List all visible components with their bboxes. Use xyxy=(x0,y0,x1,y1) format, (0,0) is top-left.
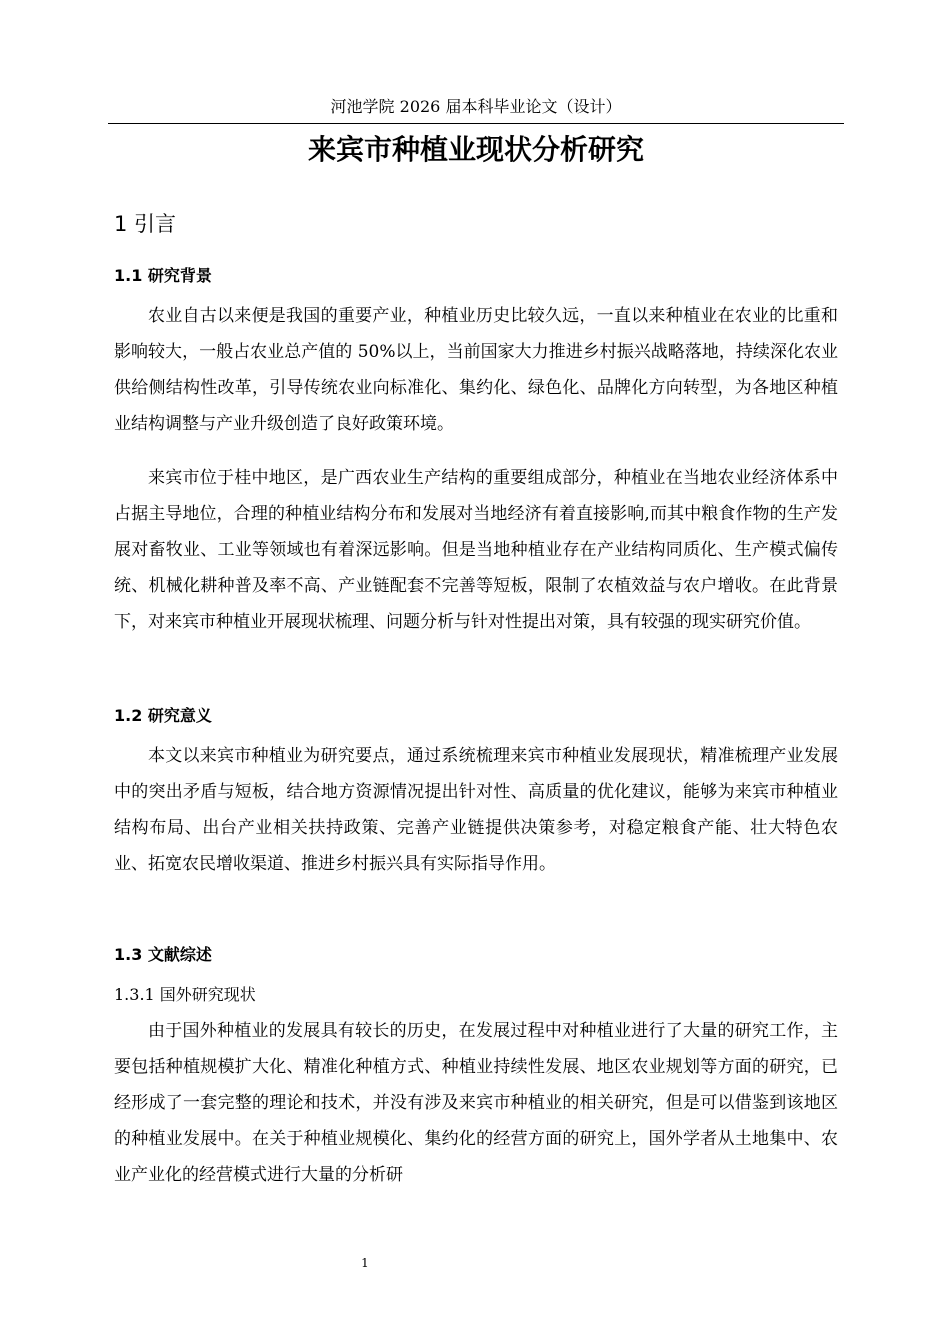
page-number: 1 xyxy=(361,1256,369,1270)
section-heading-1-1: 1.1 研究背景 xyxy=(114,266,212,285)
paragraph-foreign-research: 由于国外种植业的发展具有较长的历史，在发展过程中对种植业进行了大量的研究工作，主要包括种植规模扩大化、精准化种植方式、种植业持续性发展、地区农业规划等方面的研究，已经形成了一套完整的理论和技术，并没有涉及来宾市种植业的相关研究，但是可以借鉴到该地区的种植业发展中。在关于种植业规模化、集约化的经营方面的研究上，国外学者从土地集中、农业产业化的经营模式进行大量的分析研 xyxy=(114,1021,838,1185)
section-heading-1: 1 引言 xyxy=(114,212,177,236)
section-heading-1-3: 1.3 文献综述 xyxy=(114,945,212,964)
header-rule xyxy=(108,123,844,124)
paragraph-background-1: 农业自古以来便是我国的重要产业，种植业历史比较久远，一直以来种植业在农业的比重和影响较大，一般占农业总产值的 50%以上，当前国家大力推进乡村振兴战略落地，持续深化农业供给侧结构性改革，引导传统农业向标准化、集约化、绿色化、品牌化方向转型，为各地区种植业结构调整与产业升级创造了良好政策环境。 xyxy=(114,306,838,434)
paragraph-background-2: 来宾市位于桂中地区，是广西农业生产结构的重要组成部分，种植业在当地农业经济体系中占据主导地位，合理的种植业结构分布和发展对当地经济有着直接影响,而其中粮食作物的生产发展对畜牧业、工业等领域也有着深远影响。但是当地种植业存在产业结构同质化、生产模式偏传统、机械化耕种普及率不高、产业链配套不完善等短板，限制了农植效益与农户增收。在此背景下，对来宾市种植业开展现状梳理、问题分析与针对性提出对策，具有较强的现实研究价值。 xyxy=(114,468,838,632)
paragraph-significance: 本文以来宾市种植业为研究要点，通过系统梳理来宾市种植业发展现状，精准梳理产业发展中的突出矛盾与短板，结合地方资源情况提出针对性、高质量的优化建议，能够为来宾市种植业结构布局、出台产业相关扶持政策、完善产业链提供决策参考，对稳定粮食产能、壮大特色农业、拓宽农民增收渠道、推进乡村振兴具有实际指导作用。 xyxy=(114,746,838,874)
running-header: 河池学院 2026 届本科毕业论文（设计） xyxy=(330,97,622,116)
paper-title: 来宾市种植业现状分析研究 xyxy=(307,133,644,166)
section-heading-1-2: 1.2 研究意义 xyxy=(114,706,212,725)
section-heading-1-3-1: 1.3.1 国外研究现状 xyxy=(114,985,256,1004)
